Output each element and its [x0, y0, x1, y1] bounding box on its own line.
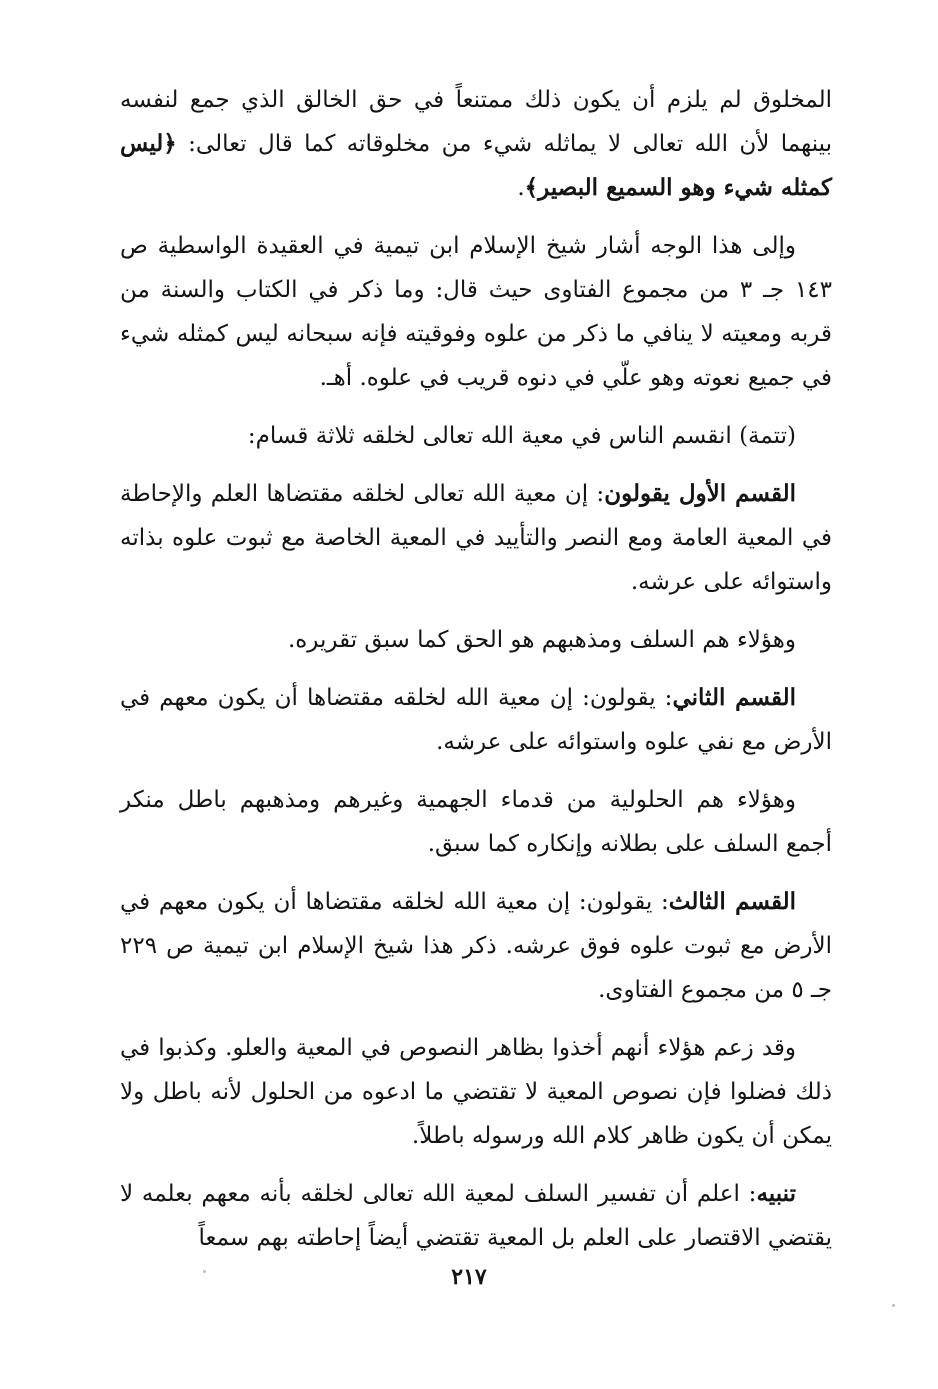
paragraph-text: المخلوق لم يلزم أن يكون ذلك ممتنعاً في حق الخالق الذي جمع لنفسه بينهما لأن الله تعالى لا يماثله شيء من مخلوقاته كما قال تعالى:: [120, 87, 832, 157]
bold-heading-text: القسم الثاني: [672, 684, 796, 711]
paragraph-text: (تتمة) انقسم الناس في معية الله تعالى لخلقه ثلاثة قسام:: [247, 423, 796, 449]
paragraph: [120, 224, 832, 400]
paragraph-text: : يقولون: إن معية الله لخلقه مقتضاها أن يكون معهم في الأرض مع ثبوت علوه فوق عرشه. ذكر هذا شيخ الإسلام ابن تيمية ص ٢٢٩ جـ ٥ من مجموع الفتاوى.: [120, 889, 832, 1003]
page-number: ٢١٧: [451, 1264, 487, 1290]
scan-speck: [203, 1270, 206, 1273]
paragraph-text: وإلى هذا الوجه أشار شيخ الإسلام ابن تيمية في العقيدة الواسطية ص ١٤٣ جـ ٣ من مجموع الفتاوى حيث قال: وما ذكر في الكتاب والسنة من قربه ومعيته لا ينافي ما ذكر من علوه وفوقيته فإنه سبحانه ليس كمثله شيء في جميع نعوته وهو علّي في دنوه قريب في علوه. أهـ.: [120, 233, 833, 391]
bold-heading-text: تنبيه: [756, 1180, 796, 1207]
paragraph-text: وهؤلاء هم الحلولية من قدماء الجهمية وغيرهم ومذهبهم باطل منكر أجمع السلف على بطلانه وإنكاره كما سبق.: [120, 787, 832, 857]
page-body-text: [120, 78, 832, 1274]
paragraph-text: : يقولون: إن معية الله لخلقه مقتضاها أن يكون معهم في الأرض مع نفي علوه واستوائه على عرشه.: [120, 685, 832, 755]
paragraph: [120, 1172, 832, 1260]
paragraph-text: وهؤلاء هم السلف ومذهبهم هو الحق كما سبق تقريره.: [287, 627, 796, 653]
paragraph: [120, 78, 832, 210]
paragraph: [120, 676, 832, 764]
paragraph-text: وقد زعم هؤلاء أنهم أخذوا بظاهر النصوص في المعية والعلو. وكذبوا في ذلك فضلوا فإن نصوص المعية لا تقتضي ما ادعوه من الحلول لأنه باطل ولا يمكن أن يكون ظاهر كلام الله ورسوله باطلاً.: [120, 1035, 832, 1149]
paragraph-text: : إن معية الله تعالى لخلقه مقتضاها العلم والإحاطة في المعية العامة ومع النصر والتأييد في المعية الخاصة مع ثبوت علوه بذاته واستوائه على عرشه.: [120, 481, 832, 595]
bold-heading-text: ﴿ليس كمثله شيء وهو السميع البصير﴾: [120, 130, 832, 201]
bold-heading-text: القسم الثالث: [668, 888, 796, 915]
paragraph: [120, 472, 832, 604]
paragraph: [120, 414, 832, 458]
bold-heading-text: القسم الأول يقولون: [604, 480, 796, 507]
paragraph: [120, 1026, 832, 1158]
paragraph-text: : اعلم أن تفسير السلف لمعية الله تعالى لخلقه بأنه معهم بعلمه لا يقتضي الاقتصار على العلم بل المعية تقتضي أيضاً إحاطته بهم سمعاً: [120, 1181, 832, 1251]
paragraph: [120, 618, 832, 662]
paragraph-text: .: [517, 175, 525, 201]
paragraph: [120, 880, 832, 1012]
paragraph: [120, 778, 832, 866]
scan-speck: [892, 1304, 895, 1307]
